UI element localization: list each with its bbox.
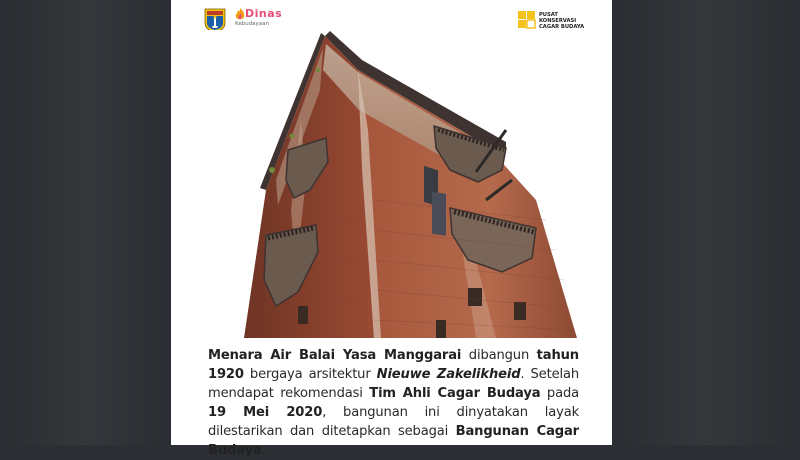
pusat-line-3: CAGAR BUDAYA [539,24,585,30]
post-card [171,0,612,458]
heritage-status: Bangunan Cagar Budaya [208,424,579,458]
pusat-konservasi-text [539,12,584,30]
building-name: Menara Air Balai Yasa Manggarai [208,348,462,363]
pusat-konservasi-mark-icon [518,11,535,28]
caption-text-1: dibangun [461,348,537,363]
caption-text-4: pada [540,386,579,401]
pusat-konservasi-logo [518,11,598,31]
dinas-wordmark: Dinas [245,7,283,20]
dinas-subtitle: Kebudayaan [235,21,270,27]
pusat-line-1: PUSAT [539,12,558,18]
build-year: tahun 1920 [208,348,579,382]
designation-date: 19 Mei 2020 [208,405,323,420]
right-dark-panel [612,0,800,445]
caption-text-2: bergaya arsitektur [243,367,377,382]
caption-text-6: . [261,443,266,458]
caption-text-3: . Setelah mendapat rekomendasi [208,367,579,401]
caption-text-5: , bangunan ini dinyatakan layak dilestarikan dan ditetapkan sebagai [208,405,579,439]
pusat-line-2: KONSERVASI [539,18,577,24]
water-tower-photo [206,30,577,338]
caption-paragraph [208,346,579,460]
left-dark-panel [0,0,171,445]
expert-team: Tim Ahli Cagar Budaya [369,386,541,401]
architecture-style: Nieuwe Zakelikheid [376,367,521,382]
